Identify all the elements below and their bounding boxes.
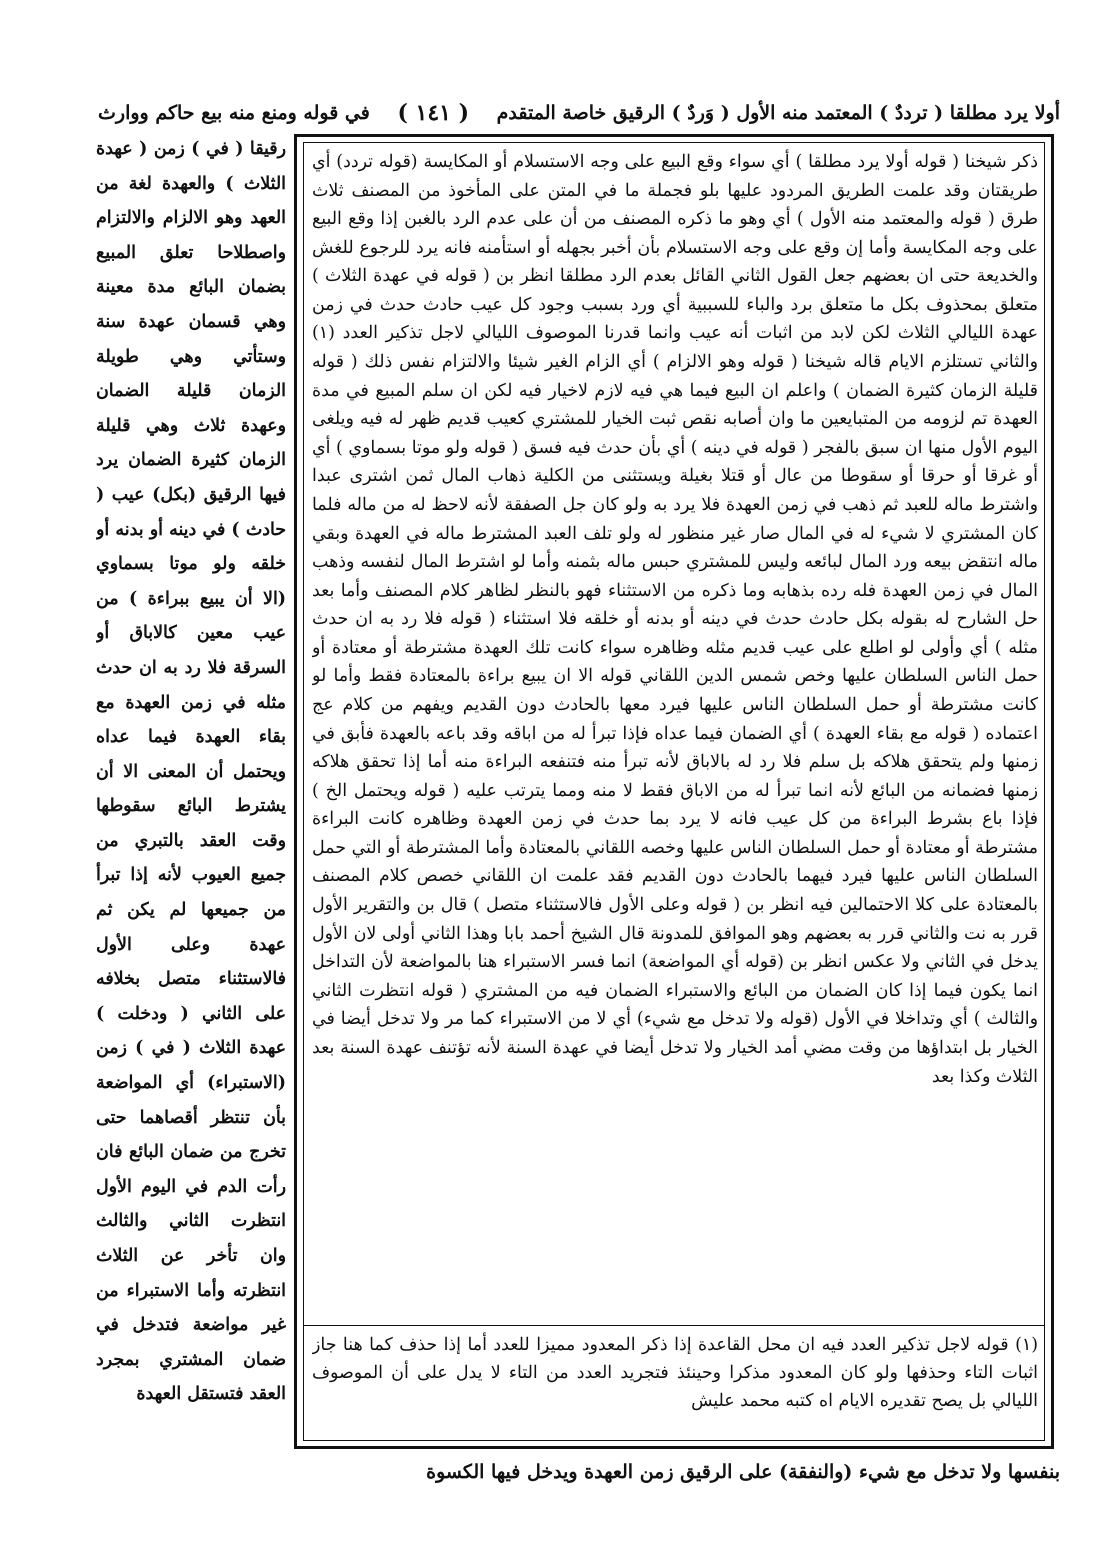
- continuation-line: بنفسها ولا تدخل مع شيء (والنفقة) على الرقيق زمن العهدة ويدخل فيها الكسوة: [426, 1461, 1060, 1483]
- footnote: [312, 1331, 1038, 1439]
- header-left-text: في قوله ومنع منه بيع حاكم ووارث: [98, 102, 370, 124]
- commentary-text: [312, 148, 1038, 1320]
- page-number: ( ١٤١ ): [397, 100, 470, 126]
- footnote-divider: [303, 1325, 1045, 1326]
- commentary-paragraph: ذكر شيخنا ( قوله أولا يرد مطلقا ) أي سواء وقع البيع على وجه الاستسلام أو المكايسة (قوله تردد) أي طريقتان وقد علمت الطريق المردود عليها بلو فجملة ما في المتن على المأخوذ من المصنف ثلاث طرق ( قوله والمعتمد منه الأول ) أي وهو ما ذكره المصنف من أن على عدم الرد بالغبن إذا وقع البيع على وجه المكايسة وأما إن وقع على وجه الاستسلام بأن أخبر بجهله أو استأمنه فانه يرد للرجوع للغش والخديعة حتى ان بعضهم جعل القول الثاني القائل بعدم الرد مطلقا انظر بن ( قوله في عهدة الثلاث ) متعلق بمحذوف بكل ما متعلق برد والباء للسببية أي ورد بسبب وجود كل عيب حادث حدث في زمن عهدة الليالي الثلاث لكن لابد من اثبات أنه عيب وانما قدرنا الموصوف الليالي لاجل تذكير العدد (١) والثاني تستلزم الايام قاله شيخنا ( قوله وهو الالزام ) أي الزام الغير شيئا والالتزام نفس ذلك ( قوله قليلة الزمان كثيرة الضمان ) واعلم ان البيع فيما هي فيه لازم لاخيار فيه لكن ان سلم المبيع في مدة العهدة تم لزومه من المتبايعين ما وان أصابه نقص ثبت الخيار للمشتري كعيب قديم ظهر له فيه ويلغى اليوم الأول منها ان سبق بالفجر ( قوله في دينه ) أي بأن حدث فيه فسق ( قوله ولو موتا بسماوي ) أي أو غرقا أو حرقا أو سقوطا من عال أو قتلا بغيلة ويستثنى من الكلية ذهاب المال ثمن اشترى عبدا واشترط ماله للعبد ثم ذهب في زمن العهدة فلا يرد به ولو كان جل الصفقة لأنه لاحظ له من ماله فلما كان المشتري لا شيء له في المال صار غير منظور له ولو تلف العبد المشترط ماله في العهدة وبقي ماله انتقض بيعه ورد المال لبائعه وليس للمشتري حبس ماله بثمنه وأما لو اشترط المال لنفسه وذهب المال في زمن العهدة فله رده بذهابه وما ذكره من الاستثناء فهو بالنظر لظاهر كلام المصنف وأما بعد حل الشارح له بقوله بكل حادث حدث في دينه أو بدنه أو خلقه فلا استثناء ( قوله فلا رد به ان حدث مثله ) أي وأولى لو اطلع على عيب قديم مثله وظاهره سواء كانت تلك العهدة مشترطة أو معتادة أو حمل الناس السلطان عليها وخص شمس الدين اللقاني قوله الا ان يبيع براءة بالمعتادة فقط وأما لو كانت مشترطة أو حمل السلطان الناس عليها فيرد معها بالحادث دون القديم ويفهم من كلام عج اعتماده ( قوله مع بقاء العهدة ) أي الضمان فيما عداه فإذا تبرأ له من اباقه وقد باعه بالعهدة فأبق في زمنها ولم يتحقق هلاكه بل سلم فلا رد له بالاباق لأنه تبرأ منه فتنفعه البراءة منه أما إذا تحقق هلاكه زمنها فضمانه من البائع لأنه انما تبرأ له من الاباق فقط لا منه ومما يترتب عليه ( قوله ويحتمل الخ ) فإذا باع بشرط البراءة من كل عيب فانه لا يرد بما حدث في زمن العهدة وظاهره كانت البراءة مشترطة أو معتادة أو حمل السلطان الناس عليها وخصه اللقاني بالمعتادة وأما المشترطة أو التي حمل السلطان الناس عليها فيرد فيهما بالحادث دون القديم فقد علمت ان اللقاني خصص كلام المصنف بالمعتادة على كلا الاحتمالين فيه انظر بن ( قوله وعلى الأول فالاستثناء متصل ) قال بن والتقرير الأول قرر به نت والثاني قرر به بعضهم وهو الموافق للمدونة قال الشيخ أحمد بابا وهذا الثاني أولى لان الأول يدخل في الثاني ولا عكس انظر بن (قوله أي المواضعة) انما فسر الاستبراء هنا بالمواضعة لأن التداخل انما يكون فيما إذا كان الضمان من البائع والاستبراء الضمان فيه من المشتري ( قوله انتظرت الثاني والثالث ) أي وتداخلا في الأول (قوله ولا تدخل مع شيء) أي لا من الاستبراء كما مر ولا تدخل أيضا في الخيار بل ابتداؤها من وقت مضي أمد الخيار ولا تدخل أيضا في عهدة السنة لأنه تؤتنف عهدة السنة بعد الثلاث وكذا بعد: [312, 152, 1038, 1087]
- matn-text: رقيقا ( في ) زمن ( عهدة الثلاث ) والعهدة لغة من العهد وهو الالزام والالتزام واصطلاحا تعلق المبيع بضمان البائع مدة معينة وهي قسمان عهدة سنة وستأتي وهي طويلة الزمان قليلة الضمان وعهدة ثلاث وهي قليلة الزمان كثيرة الضمان يرد فيها الرقيق (بكل) عيب ( حادث ) في دينه أو بدنه أو خلقه ولو موتا بسماوي (الا أن يبيع ببراءة ) من عيب معين كالاباق أو السرقة فلا رد به ان حدث مثله في زمن العهدة مع بقاء العهدة فيما عداه ويحتمل أن المعنى الا أن يشترط البائع سقوطها وقت العقد بالتبري من جميع العيوب لأنه إذا تبرأ من جميعها لم يكن ثم عهدة وعلى الأول فالاستثناء متصل بخلافه على الثاني ( ودخلت ) عهدة الثلاث ( في ) زمن (الاستبراء) أي المواضعة بأن تنتظر أقصاهما حتى تخرج من ضمان البائع فان رأت الدم في اليوم الأول انتظرت الثاني والثالث وان تأخر عن الثلاث انتظرته وأما الاستبراء من غير مواضعة فتدخل في ضمان المشتري بمجرد العقد فتستقل العهدة: [96, 139, 286, 1405]
- header-right-text: أولا يرد مطلقا ( ترددٌ ) المعتمد منه الأول ( وَردٌ ) الرقيق خاصة المتقدم: [496, 102, 1060, 124]
- page-header: [98, 95, 1060, 131]
- matn-column: [96, 132, 286, 1450]
- footnote-text: (١) قوله لاجل تذكير العدد فيه ان محل القاعدة إذا ذكر المعدود مميزا للعدد أما إذا حذف كما هنا جاز اثبات التاء وحذفها ولو كان المعدود مذكرا وحينئذ فتجريد العدد من التاء لا يدل على أن الموصوف الليالي بل يصح تقديره الايام اه كتبه محمد عليش: [312, 1335, 1038, 1411]
